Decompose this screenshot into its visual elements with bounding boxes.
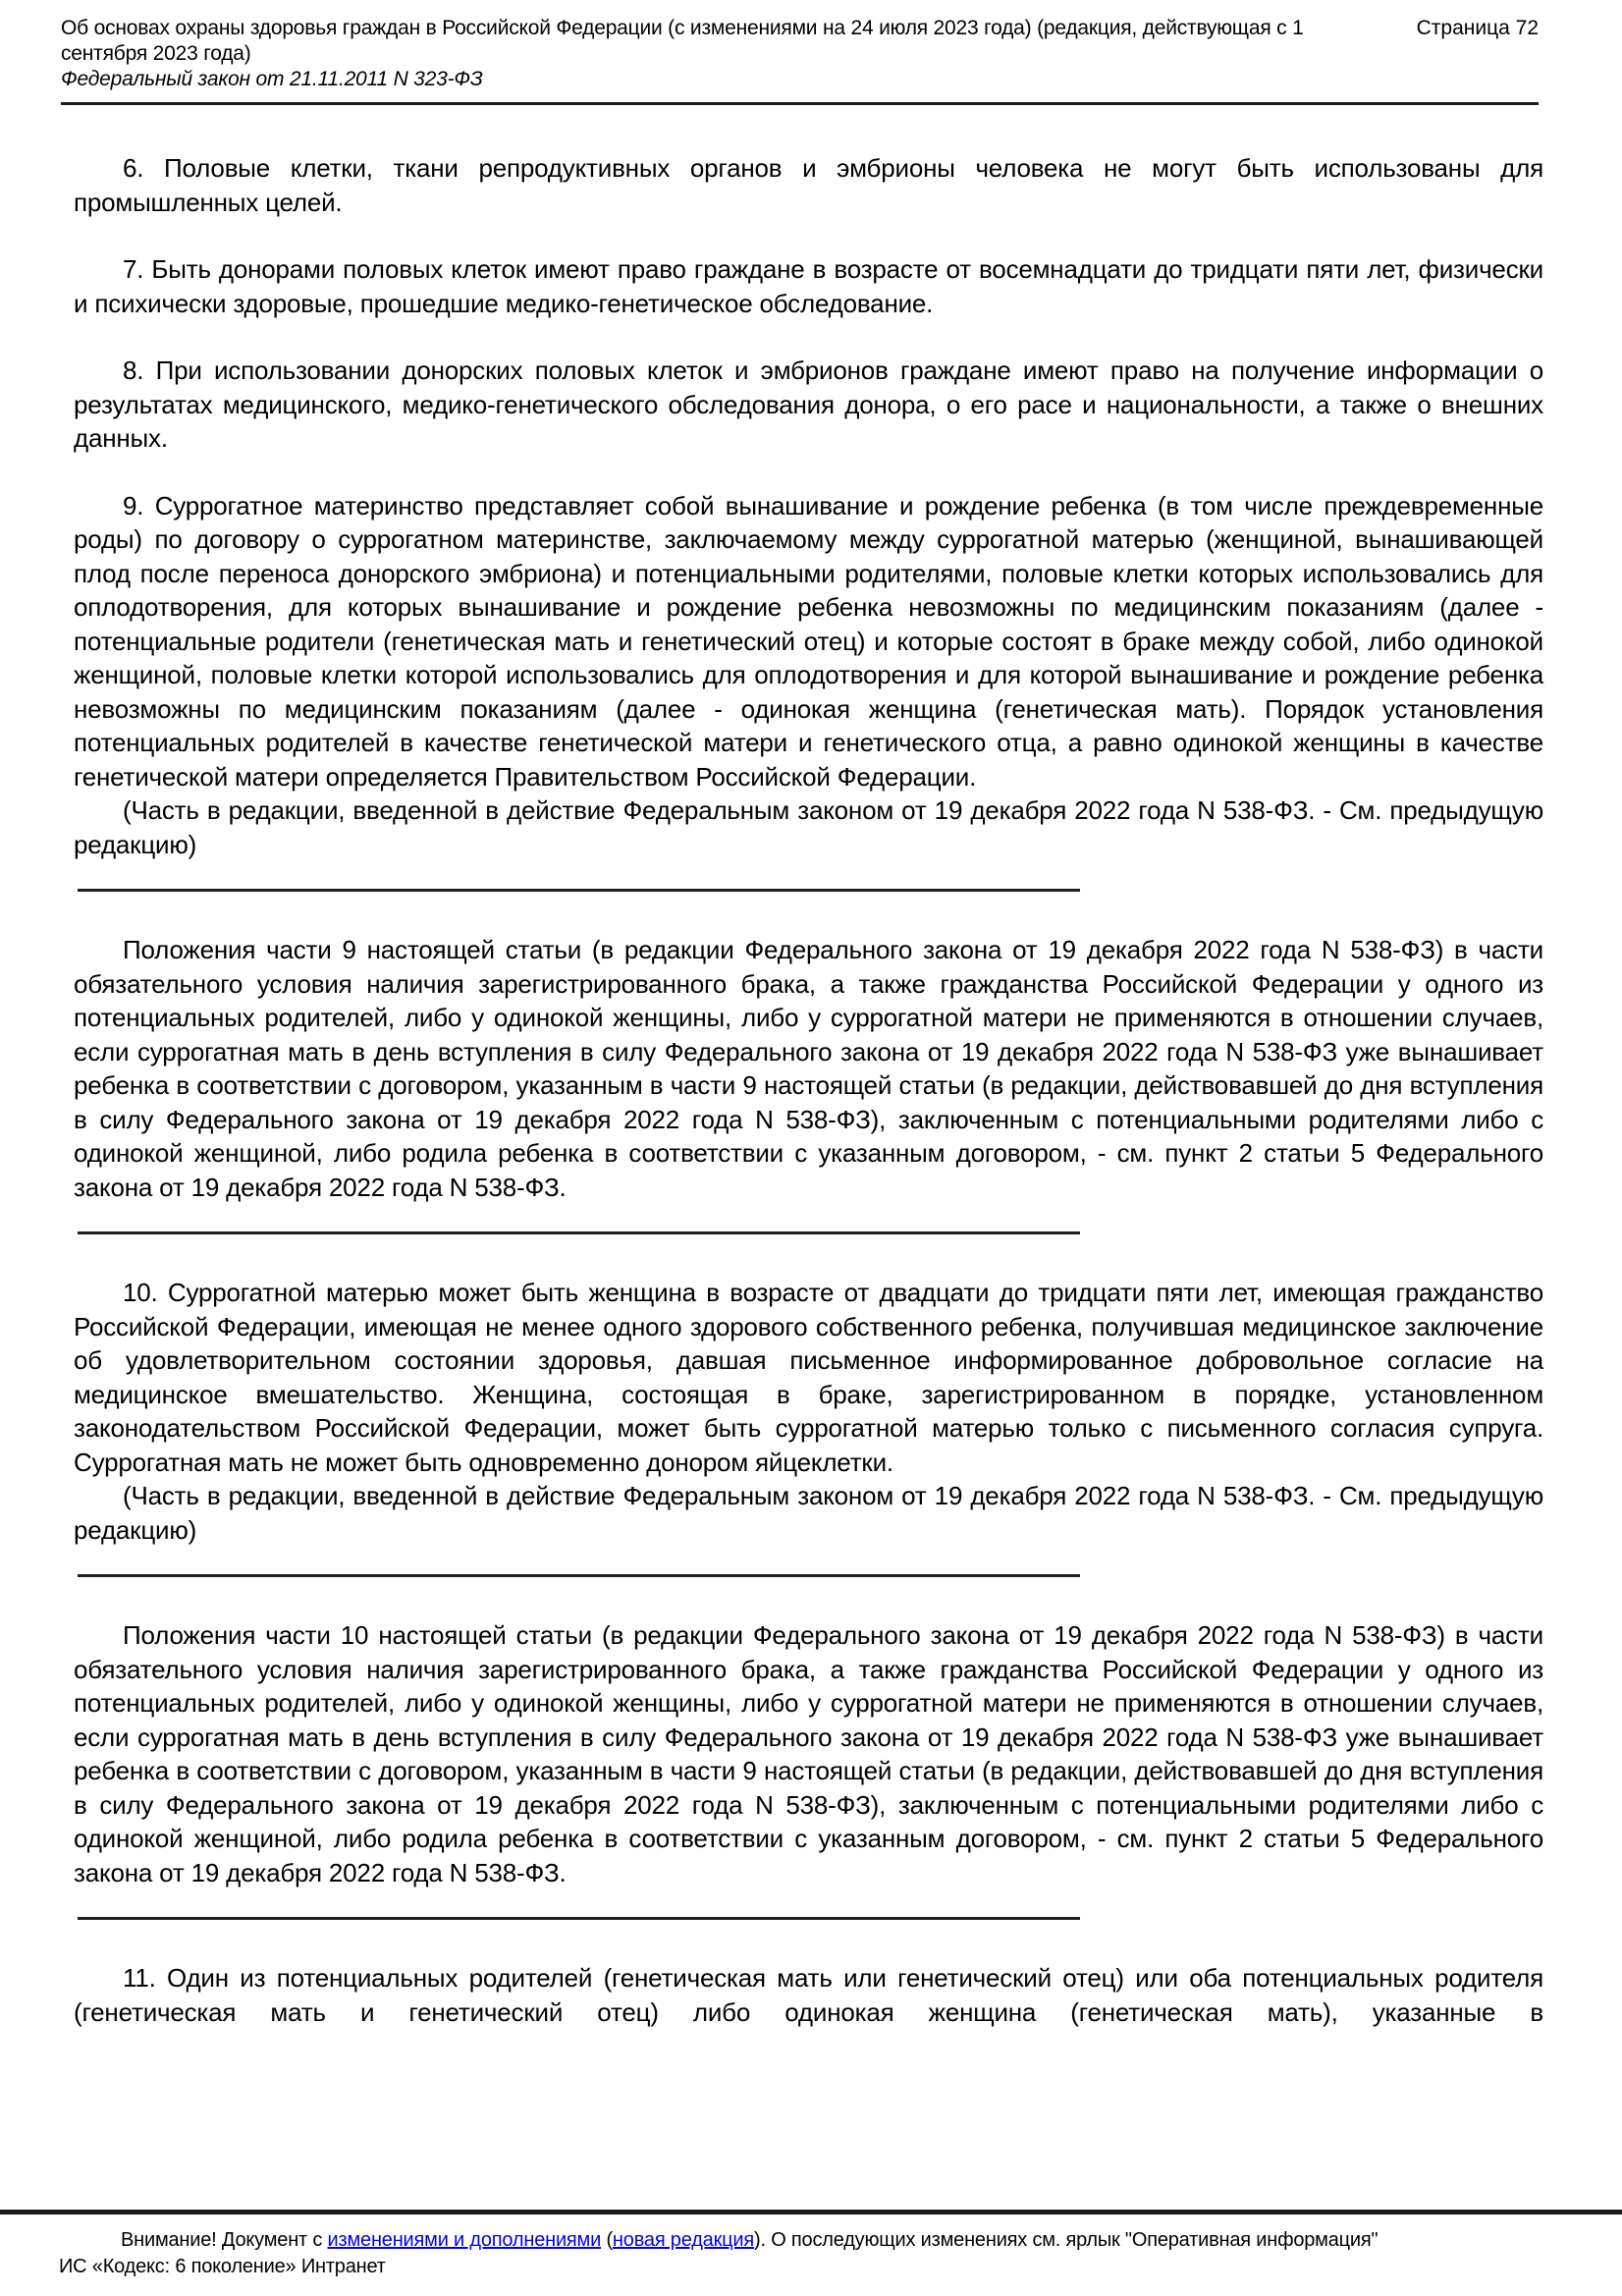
new-edition-link[interactable]: новая редакция	[612, 2229, 755, 2251]
section-separator	[78, 889, 1080, 892]
provision-note-part-10: Положения части 10 настоящей статьи (в редакции Федерального закона от 19 декабря 2022 года N 538-ФЗ) в части обязательного условия наличия зарегистрированного брака, а также гражданства Российской Федерации у одного из потенциальных родителей, либо у одинокой женщины, либо у суррогатной матери не применяются в отношении случаев, если суррогатная мать в день вступления в силу Федерального закона от 19 декабря 2022 года N 538-ФЗ уже вынашивает ребенка в соответствии с договором, указанным в части 9 настоящей статьи (в редакции, действовавшей до дня вступления в силу Федерального закона от 19 декабря 2022 года N 538-ФЗ), заключенным с потенциальными родителями либо с одинокой женщиной, либо родила ребенка в соответствии с указанным договором, - см. пункт 2 статьи 5 Федерального закона от 19 декабря 2022 года N 538-ФЗ.	[74, 1620, 1543, 1887]
section-separator	[78, 1231, 1080, 1234]
footer-source: ИС «Кодекс: 6 поколение» Интранет	[59, 2256, 386, 2277]
paragraph-part-7: 7. Быть донорами половых клеток имеют право граждане в возрасте от восемнадцати до тридцати пяти лет, физически и психически здоровые, прошедшие медико-генетическое обследование.	[74, 254, 1543, 318]
document-body	[0, 105, 1622, 2029]
footer-notice-suffix: ). О последующих изменениях см. ярлык "Оперативная информация"	[754, 2229, 1379, 2251]
footer-text	[0, 2214, 1622, 2280]
section-separator	[78, 1917, 1080, 1920]
provision-note-part-9: Положения части 9 настоящей статьи (в редакции Федерального закона от 19 декабря 2022 года N 538-ФЗ) в части обязательного условия наличия зарегистрированного брака, а также гражданства Российской Федерации у одного из потенциальных родителей, либо у одинокой женщины, либо у суррогатной матери не применяются в отношении случаев, если суррогатная мать в день вступления в силу Федерального закона от 19 декабря 2022 года N 538-ФЗ уже вынашивает ребенка в соответствии с договором, указанным в части 9 настоящей статьи (в редакции, действовавшей до дня вступления в силу Федерального закона от 19 декабря 2022 года N 538-ФЗ), заключенным с потенциальными родителями либо с одинокой женщиной, либо родила ребенка в соответствии с указанным договором, - см. пункт 2 статьи 5 Федерального закона от 19 декабря 2022 года N 538-ФЗ.	[74, 935, 1543, 1202]
footer-notice-paren: (	[601, 2229, 613, 2251]
page-number: Страница 72	[1416, 17, 1539, 39]
paragraph-part-9: 9. Суррогатное материнство представляет собой вынашивание и рождение ребенка (в том числе преждевременные роды) по договору о суррогатном материнстве, заключаемому между суррогатной матерью (женщиной, вынашивающей плод после переноса донорского эмбриона) и потенциальными родителями, половые клетки которых использовались для оплодотворения, для которых вынашивание и рождение ребенка невозможны по медицинским показаниям (далее - потенциальные родители (генетическая мать и генетический отец) и которые состоят в браке между собой, либо одинокой женщиной, половые клетки которой использовались для оплодотворения и для которой вынашивание и рождение ребенка невозможны по медицинским показаниям (далее - одинокая женщина (генетическая мать). Порядок установления потенциальных родителей в качестве генетической матери и генетического отца, а равно одинокой женщины в качестве генетической матери определяется Правительством Российской Федерации.	[74, 490, 1543, 792]
paragraph-part-8: 8. При использовании донорских половых клеток и эмбрионов граждане имеют право на получение информации о результатах медицинского, медико-генетического обследования донора, о его расе и национальности, а также о внешних данных.	[74, 355, 1543, 453]
paragraph-part-11: 11. Один из потенциальных родителей (генетическая мать или генетический отец) или оба потенциальных родителя (генетическая мать и генетический отец) либо одинокая женщина (генетическая мать), указанные в	[74, 1963, 1543, 2027]
amendments-link[interactable]: изменениями и дополнениями	[327, 2229, 602, 2251]
document-title: Об основах охраны здоровья граждан в Российской Федерации (с изменениями на 24 июля 2023 года) (редакция, действующая с 1 сентября 2023 года)	[61, 17, 1304, 65]
revision-note-part-10: (Часть в редакции, введенной в действие Федеральным законом от 19 декабря 2022 года N 538-ФЗ. - См. предыдущую редакцию)	[74, 1481, 1543, 1545]
page-header	[0, 0, 1622, 105]
revision-note-part-9: (Часть в редакции, введенной в действие Федеральным законом от 19 декабря 2022 года N 538-ФЗ. - См. предыдущую редакцию)	[74, 795, 1543, 859]
page-footer	[0, 2210, 1622, 2296]
paragraph-part-10: 10. Суррогатной матерью может быть женщина в возрасте от двадцати до тридцати пяти лет, имеющая гражданство Российской Федерации, имеющая не менее одного здорового собственного ребенка, получившая медицинское заключение об удовлетворительном состоянии здоровья, давшая письменное информированное добровольное согласие на медицинское вмешательство. Женщина, состоящая в браке, зарегистрированном в порядке, установленном законодательством Российской Федерации, может быть суррогатной матерью только с письменного согласия супруга. Суррогатная мать не может быть одновременно донором яйцеклетки.	[74, 1278, 1543, 1477]
document-subtitle: Федеральный закон от 21.11.2011 N 323-ФЗ	[61, 68, 483, 90]
paragraph-part-6: 6. Половые клетки, ткани репродуктивных органов и эмбрионы человека не могут быть использованы для промышленных целей.	[74, 153, 1543, 217]
header-row	[61, 16, 1539, 67]
footer-notice	[59, 2227, 1563, 2254]
section-separator	[78, 1574, 1080, 1577]
footer-notice-prefix: Внимание! Документ с	[121, 2229, 328, 2251]
